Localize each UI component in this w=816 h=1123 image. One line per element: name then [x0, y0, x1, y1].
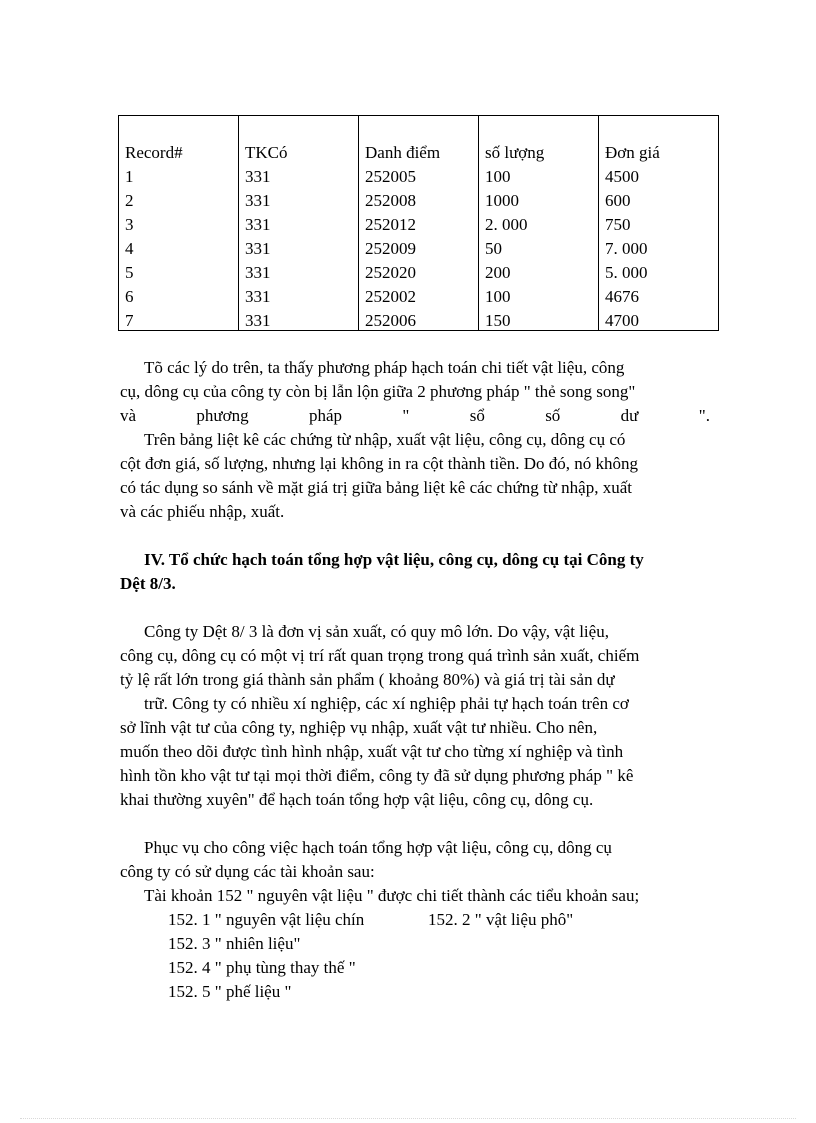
table-cell: 2. 000: [485, 215, 528, 234]
word: ": [402, 406, 410, 425]
table-header-cell: Đơn giá: [605, 143, 660, 162]
paragraph-line: có tác dụng so sánh về mặt giá trị giữa bảng liệt kê các chứng từ nhập, xuất: [120, 478, 632, 497]
table-cell: 331: [245, 287, 271, 306]
paragraph-line: công ty có sử dụng các tài khoản sau:: [120, 862, 375, 881]
table-cell: 331: [245, 239, 271, 258]
table-cell: 252002: [365, 287, 416, 306]
account-item: 152. 5 " phế liệu ": [168, 982, 292, 1001]
paragraph-line: trữ. Công ty có nhiều xí nghiệp, các xí nghiệp phải tự hạch toán trên cơ: [144, 694, 629, 713]
table-cell: 7. 000: [605, 239, 648, 258]
table-cell: 252005: [365, 167, 416, 186]
table-cell: 331: [245, 167, 271, 186]
paragraph-line-justified: [120, 406, 710, 426]
table-header-cell: Record#: [125, 143, 183, 162]
paragraph-line: công cụ, dông cụ có một vị trí rất quan trọng trong quá trình sản xuất, chiếm: [120, 646, 640, 665]
column-divider: [478, 116, 479, 330]
table-header-cell: TKCó: [245, 143, 288, 162]
account-item: 152. 3 " nhiên liệu": [168, 934, 301, 953]
table-cell: 50: [485, 239, 502, 258]
word: pháp: [308, 406, 343, 425]
column-divider: [598, 116, 599, 330]
table-cell: 4: [125, 239, 134, 258]
paragraph-line: hình tồn kho vật tư tại mọi thời điểm, công ty đã sử dụng phương pháp " kê: [120, 766, 634, 785]
paragraph-line: Công ty Dệt 8/ 3 là đơn vị sản xuất, có quy mô lớn. Do vậy, vật liệu,: [144, 622, 609, 641]
table-cell: 252008: [365, 191, 416, 210]
table-cell: 252020: [365, 263, 416, 282]
table-cell: 6: [125, 287, 134, 306]
account-item: 152. 1 " nguyên vật liệu chín: [168, 910, 365, 929]
word: sổ: [469, 406, 485, 425]
table-cell: 7: [125, 311, 134, 330]
table-cell: 331: [245, 263, 271, 282]
table-cell: 331: [245, 191, 271, 210]
paragraph-line: cột đơn giá, số lượng, nhưng lại không in ra cột thành tiền. Do đó, nó không: [120, 454, 639, 473]
table-cell: 5. 000: [605, 263, 648, 282]
paragraph-line: muốn theo dõi được tình hình nhập, xuất vật tư cho từng xí nghiệp và tình: [120, 742, 624, 761]
section-heading: Dệt 8/3.: [120, 574, 176, 593]
paragraph-line: Trên bảng liệt kê các chứng từ nhập, xuất vật liệu, công cụ, dông cụ có: [144, 430, 626, 449]
table-cell: 200: [485, 263, 511, 282]
table-cell: 600: [605, 191, 631, 210]
table-header-cell: số lượng: [485, 143, 545, 162]
account-item: 152. 4 " phụ tùng thay thế ": [168, 958, 356, 977]
table-cell: 100: [485, 287, 511, 306]
table-cell: 331: [245, 311, 271, 330]
table-cell: 3: [125, 215, 134, 234]
table-cell: 331: [245, 215, 271, 234]
table-cell: 1: [125, 167, 134, 186]
paragraph-line: Phục vụ cho công việc hạch toán tổng hợp vật liệu, công cụ, dông cụ: [144, 838, 612, 857]
table-cell: 100: [485, 167, 511, 186]
column-divider: [238, 116, 239, 330]
table-cell: 252006: [365, 311, 416, 330]
table-cell: 150: [485, 311, 511, 330]
word: dư: [620, 406, 639, 425]
paragraph-line: tỷ lệ rất lớn trong giá thành sản phẩm ( khoảng 80%) và giá trị tài sản dự: [120, 670, 615, 689]
table-cell: 252009: [365, 239, 416, 258]
column-divider: [358, 116, 359, 330]
word: ".: [698, 406, 710, 425]
paragraph-line: Tài khoản 152 " nguyên vật liệu " được chi tiết thành các tiểu khoản sau;: [144, 886, 640, 905]
table-cell: 5: [125, 263, 134, 282]
table-cell: 252012: [365, 215, 416, 234]
section-heading: IV. Tổ chức hạch toán tổng hợp vật liệu, công cụ, dông cụ tại Công ty: [144, 550, 644, 569]
page-footer-rule: [20, 1118, 796, 1119]
word: số: [545, 406, 561, 425]
record-table: [118, 115, 719, 331]
paragraph-line: và các phiếu nhập, xuất.: [120, 502, 285, 521]
paragraph-line: sở lĩnh vật tư của công ty, nghiệp vụ nhập, xuất vật tư nhiều. Cho nên,: [120, 718, 598, 737]
paragraph-line: cụ, dông cụ của công ty còn bị lẫn lộn giữa 2 phương pháp " thẻ song song": [120, 382, 636, 401]
table-header-cell: Danh điểm: [365, 143, 441, 162]
table-cell: 750: [605, 215, 631, 234]
paragraph-line: khai thường xuyên" để hạch toán tổng hợp vật liệu, công cụ, dông cụ.: [120, 790, 594, 809]
table-cell: 2: [125, 191, 134, 210]
table-cell: 4700: [605, 311, 639, 330]
table-cell: 1000: [485, 191, 519, 210]
account-item: 152. 2 " vật liệu phô": [428, 910, 574, 929]
paragraph-line: Tõ các lý do trên, ta thấy phương pháp hạch toán chi tiết vật liệu, công: [144, 358, 625, 377]
table-cell: 4500: [605, 167, 639, 186]
table-cell: 4676: [605, 287, 639, 306]
word: và: [120, 406, 137, 425]
word: phương: [196, 406, 249, 425]
